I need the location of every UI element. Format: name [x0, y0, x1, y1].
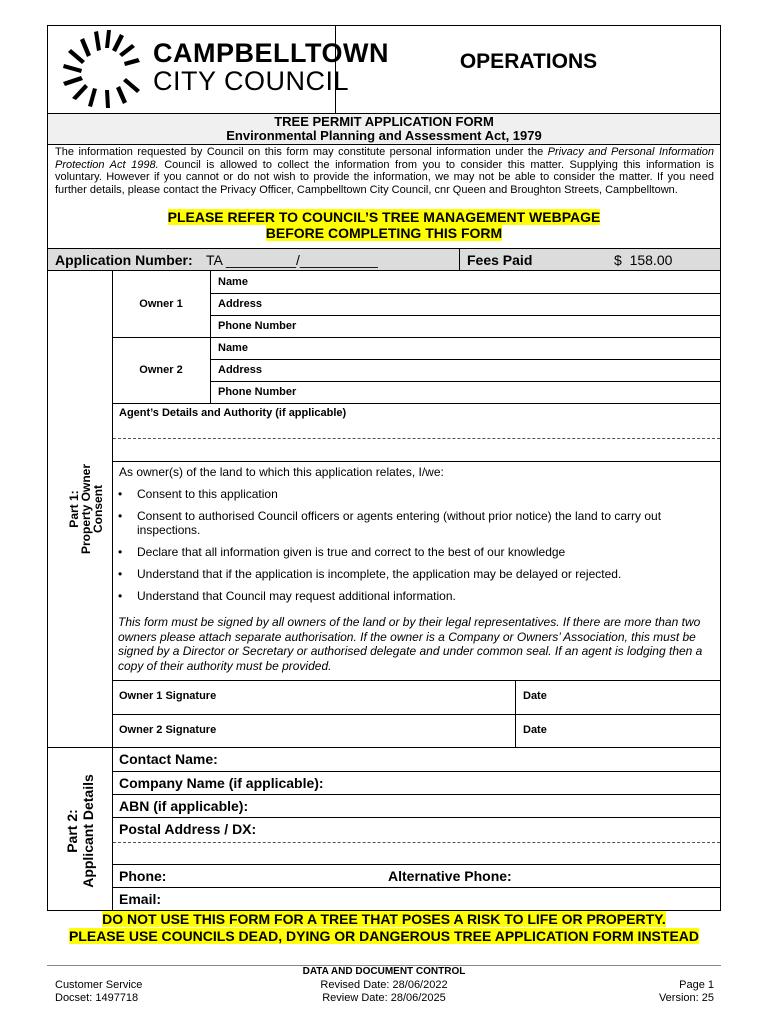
owner1-label: Owner 1 — [139, 298, 183, 310]
warning-line2-wrap — [0, 928, 768, 944]
logo-line1: CAMPBELLTOWN — [153, 38, 389, 68]
notice-line1: PLEASE REFER TO COUNCIL’S TREE MANAGEMENT WEBPAGE — [167, 209, 601, 225]
bullet-icon: • — [118, 545, 123, 559]
footer-page-number: Page 1 — [679, 979, 714, 991]
footer-control-title: DATA AND DOCUMENT CONTROL — [302, 966, 466, 977]
notice-line2: BEFORE COMPLETING THIS FORM — [265, 225, 503, 241]
footer-review-date: Review Date: 28/06/2025 — [322, 992, 446, 1004]
council-logo — [60, 28, 389, 110]
contact-name-field[interactable]: Contact Name: — [119, 751, 218, 767]
part2-title — [64, 751, 96, 911]
privacy-act-name: Privacy and Personal Information Protection Act 1998. — [55, 146, 714, 171]
owner1-address-field[interactable]: Address — [218, 298, 263, 310]
privacy-text-b: Council is allowed to collect the information from you to consider this matter. Supplying this information is voluntary. However if you cannot or do not wish to provide the information, we may not be able to consider the matter. If you need further details, please contact the Privacy Officer, Campbelltown City Council, cnr Queen and Broughton Streets, Campbelltown. — [55, 158, 714, 196]
owner2-name-field[interactable]: Name — [218, 342, 248, 354]
department-title: OPERATIONS — [459, 50, 598, 73]
owner1-signature-field[interactable]: Owner 1 Signature — [119, 690, 217, 702]
notice-line1-wrap — [48, 209, 720, 225]
bullet-icon: • — [118, 589, 123, 603]
application-number-label: Application Number: — [55, 252, 193, 268]
part1-title-line1: Part 1: — [67, 490, 81, 528]
owner1-phone-field[interactable]: Phone Number — [218, 320, 297, 332]
notice-line2-wrap — [48, 225, 720, 241]
consent-bullet-5 — [118, 589, 703, 603]
company-name-field[interactable]: Company Name (if applicable): — [119, 775, 324, 791]
privacy-text-a: The information requested by Council on this form may constitute personal information under the — [55, 146, 548, 158]
fees-paid-label: Fees Paid — [467, 252, 533, 268]
warning-line2: PLEASE USE COUNCILS DEAD, DYING OR DANGEROUS TREE APPLICATION FORM INSTEAD — [68, 928, 700, 944]
consent-bullet-text-4: Understand that if the application is incomplete, the application may be delayed or rejected. — [137, 567, 622, 581]
footer-left-2: Docset: 1497718 — [55, 992, 139, 1004]
part1-title-line2: Property Owner — [79, 463, 93, 555]
consent-bullet-text-2: Consent to authorised Council officers or agents entering (without prior notice) the land to carry out inspections. — [137, 509, 662, 537]
form-act: Environmental Planning and Assessment Act, 1979 — [226, 128, 542, 143]
consent-bullet-text-1: Consent to this application — [137, 487, 278, 501]
bullet-icon: • — [118, 509, 123, 523]
consent-bullet-text-3: Declare that all information given is true and correct to the best of our knowledge — [137, 545, 566, 559]
consent-bullet-3 — [118, 545, 703, 559]
postal-address-field[interactable]: Postal Address / DX: — [119, 821, 257, 837]
alternative-phone-field[interactable]: Alternative Phone: — [388, 868, 512, 884]
phone-field[interactable]: Phone: — [119, 868, 167, 884]
warning-line1: DO NOT USE THIS FORM FOR A TREE THAT POSES A RISK TO LIFE OR PROPERTY. — [102, 911, 666, 927]
owner2-phone-field[interactable]: Phone Number — [218, 386, 297, 398]
consent-bullet-4 — [118, 567, 703, 581]
footer-revised-date: Revised Date: 28/06/2022 — [320, 979, 448, 991]
owner2-date-field[interactable]: Date — [523, 724, 547, 736]
form-title: TREE PERMIT APPLICATION FORM — [274, 114, 494, 129]
footer-left-1: Customer Service — [55, 979, 143, 991]
bullet-icon: • — [118, 487, 123, 501]
sunburst-logo-icon — [60, 28, 150, 110]
abn-field[interactable]: ABN (if applicable): — [119, 798, 249, 814]
part2-title-line2: Applicant Details — [80, 774, 96, 888]
part2-title-line1: Part 2: — [64, 809, 80, 853]
owner1-date-field[interactable]: Date — [523, 690, 547, 702]
owner2-address-field[interactable]: Address — [218, 364, 263, 376]
owner2-signature-field[interactable]: Owner 2 Signature — [119, 724, 217, 736]
owner1-name-field[interactable]: Name — [218, 276, 248, 288]
owner2-label: Owner 2 — [139, 364, 183, 376]
signing-note: This form must be signed by all owners of the land or by their legal representatives. If there are more than two owners please attach separate authorisation. If the owner is a Company or Owners’ Association, this must be signed by a Director or Secretary or authorised delegate and under common seal. If an agent is lodging then a copy of their authority must be provided. — [118, 615, 703, 673]
warning-line1-wrap — [0, 911, 768, 927]
consent-intro: As owner(s) of the land to which this application relates, I/we: — [119, 465, 444, 479]
fees-paid-value: $ 158.00 — [614, 252, 673, 268]
privacy-notice — [55, 146, 714, 196]
footer-version: Version: 25 — [658, 992, 714, 1004]
application-number-field[interactable]: TA _________/__________ — [206, 252, 378, 268]
logo-line2: CITY COUNCIL — [153, 66, 350, 96]
consent-bullet-text-5: Understand that Council may request additional information. — [137, 589, 456, 603]
part1-title-line3: Consent — [91, 485, 105, 533]
consent-bullet-2 — [118, 509, 703, 537]
agent-details-field[interactable]: Agent’s Details and Authority (if applicable) — [119, 407, 347, 419]
email-field[interactable]: Email: — [119, 891, 162, 907]
bullet-icon: • — [118, 567, 123, 581]
part1-title — [67, 419, 105, 599]
consent-bullet-1 — [118, 487, 703, 501]
